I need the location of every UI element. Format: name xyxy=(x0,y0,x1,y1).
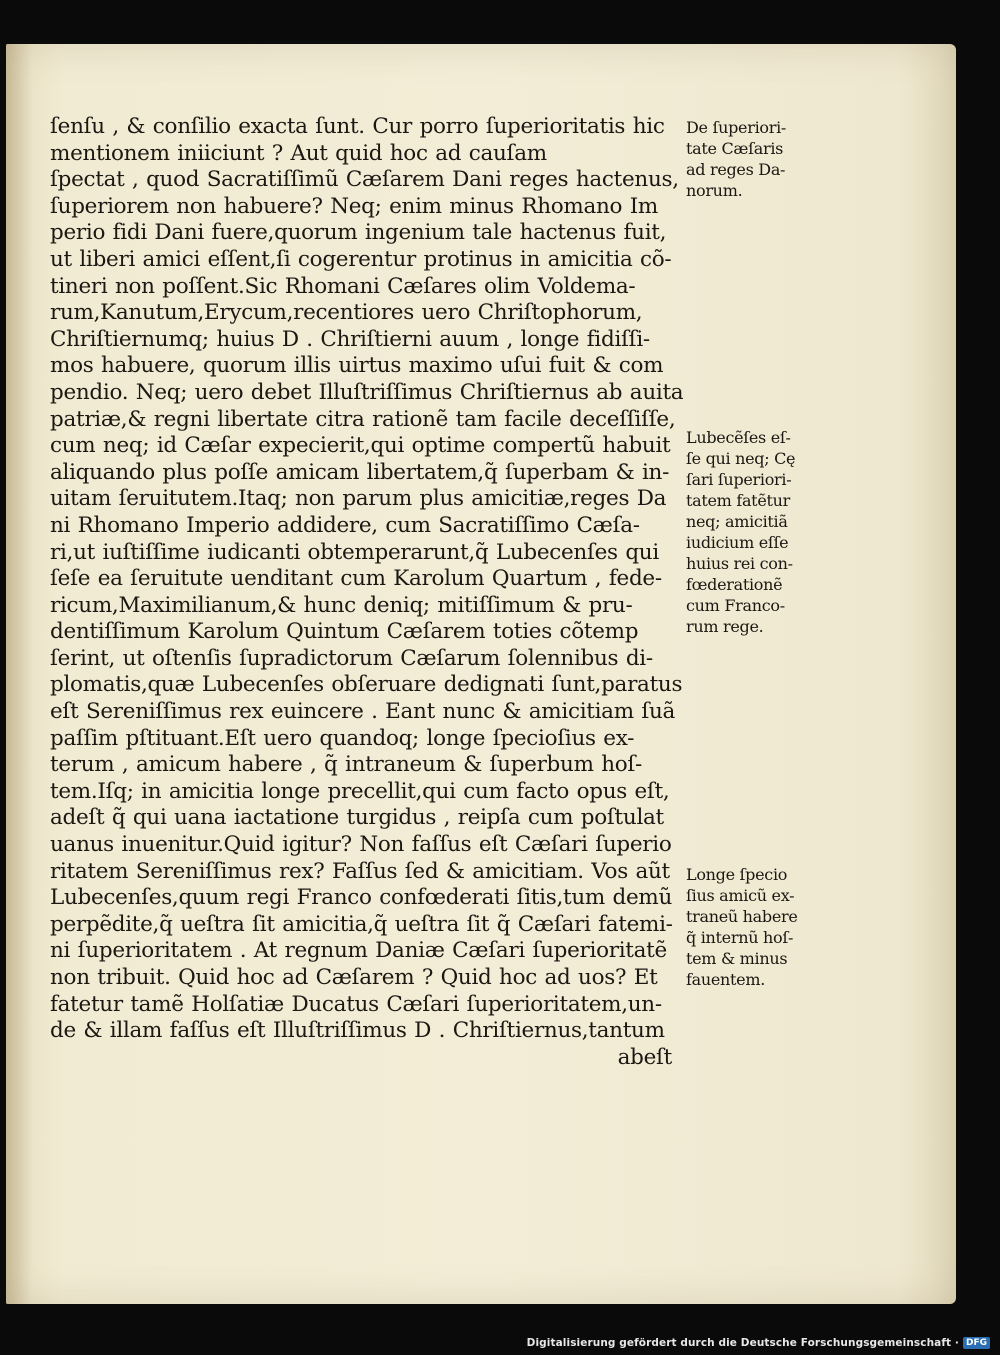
text-line: aliquando plus poſſe amicam libertatem,q̃ ſuperbam & in- xyxy=(50,459,670,485)
text-line: eſt Sereniſſimus rex euincere . Eant nunc & amicitiam ſuã xyxy=(50,699,676,725)
margin-note-lubecenses xyxy=(686,427,818,637)
text-line: ſeſe ea ſeruitute uenditant cum Karolum Quartum , fede- xyxy=(50,566,662,592)
text-line: ſpectat , quod Sacratiſſimũ Cæſarem Dani reges hactenus, xyxy=(50,167,679,193)
text-line: ri,ut iuſtiſſime iudicanti obtemperarunt,q̃ Lubecenſes qui xyxy=(50,539,659,565)
margin-note-line: ſe qui neq; Cę xyxy=(686,449,796,468)
margin-note-line: tem & minus xyxy=(686,949,788,968)
text-line: tem.Iſq; in amicitia longe precellit,qui cum facto opus eſt, xyxy=(50,778,670,804)
margin-note-line: Lubecẽſes eſ- xyxy=(686,428,791,447)
margin-note-line: traneũ habere xyxy=(686,907,798,926)
margin-note-line: norum. xyxy=(686,181,743,200)
text-line: ſuperiorem non habuere? Neq; enim minus Rhomano Im xyxy=(50,193,659,219)
text-line: mos habuere, quorum illis uirtus maximo uſui fuit & com xyxy=(50,353,664,379)
text-line: ritatem Sereniſſimus rex? Faſſus ſed & amicitiam. Vos aũt xyxy=(50,858,670,884)
text-line: ni ſuperioritatem . At regnum Daniæ Cæſari ſuperioritatẽ xyxy=(50,938,667,964)
text-line: de & illam faſſus eſt Illuſtriſſimus D . Chriſtiernus,tantum xyxy=(50,1018,665,1044)
text-line: uitam ſeruitutem.Itaq; non parum plus amicitiæ,reges Da xyxy=(50,486,667,512)
margin-note-line: De ſuperiori- xyxy=(686,118,786,137)
text-line: rum,Kanutum,Erycum,recentiores uero Chriſtophorum, xyxy=(50,300,643,326)
margin-note-line: huius rei con- xyxy=(686,554,793,573)
margin-note-line: fœderationẽ xyxy=(686,575,783,594)
text-line: Lubecenſes,quum regi Franco confœderati ſitis,tum demũ xyxy=(50,885,673,911)
text-line: non tribuit. Quid hoc ad Cæſarem ? Quid hoc ad uos? Et xyxy=(50,965,658,990)
text-line: perpẽdite,q̃ ueſtra ſit amicitia,q̃ ueſtra ſit q̃ Cæſari fatemi- xyxy=(50,911,673,937)
text-line: terum , amicum habere , q̃ intraneum & ſuperbum hoſ- xyxy=(50,752,643,778)
margin-note-line: neq; amicitiã xyxy=(686,512,788,531)
margin-note-line: q̃ internũ hoſ- xyxy=(686,928,794,947)
text-line: mentionem iniiciunt ? Aut quid hoc ad cauſam xyxy=(50,140,547,166)
text-line: ni Rhomano Imperio addidere, cum Sacratiſſimo Cæſa- xyxy=(50,512,640,538)
text-line: paſſim pſtituant.Eſt uero quandoq; longe ſpecioſius ex- xyxy=(50,725,635,751)
main-text-block xyxy=(50,114,684,1071)
text-line: plomatis,quæ Lubecenſes obſeruare dedignati ſunt,paratus xyxy=(50,672,683,698)
text-line: perio fidi Dani fuere,quorum ingenium tale hactenus fuit, xyxy=(50,220,667,246)
text-line: fatetur tamẽ Holſatiæ Ducatus Cæſari ſuperioritatem,un- xyxy=(50,991,662,1017)
text-line: adeſt q̃ qui uana iactatione turgidus , reipſa cum poſtulat xyxy=(50,805,664,831)
text-line: Chriſtiernumq; huius D . Chriſtierni auum , longe fidiſſi- xyxy=(50,326,650,352)
margin-note-superioritate xyxy=(686,117,818,201)
catchword: abeſt xyxy=(617,1044,672,1070)
margin-note-line: fauentem. xyxy=(686,970,765,989)
digitization-credit xyxy=(527,1335,990,1351)
text-line: uanus inuenitur.Quid igitur? Non faſſus eſt Cæſari ſuperio xyxy=(50,832,672,858)
text-line: dentiſſimum Karolum Quintum Cæſarem toties cõtemp xyxy=(50,619,639,645)
margin-note-line: cum Franco- xyxy=(686,596,785,615)
margin-note-line: tatem fatẽtur xyxy=(686,491,790,510)
margin-note-line: ad reges Da- xyxy=(686,160,786,179)
margin-note-line: tate Cæſaris xyxy=(686,139,784,158)
text-line: cum neq; id Cæſar expecierit,qui optime compertũ habuit xyxy=(50,433,671,459)
margin-note-line: ſius amicũ ex- xyxy=(686,886,795,905)
margin-note-line: Longe ſpecio xyxy=(686,865,788,884)
dfg-logo-icon: DFG xyxy=(963,1337,990,1349)
text-line: ſerint, ut oſtenſis ſupradictorum Cæſarum ſolennibus di- xyxy=(50,645,653,671)
text-line: ricum,Maximilianum,& hunc deniq; mitiſſimum & pru- xyxy=(50,592,633,618)
text-line: ſenſu , & conſilio exacta ſunt. Cur porro ſuperioritatis hic xyxy=(50,114,665,139)
credit-text: Digitalisierung gefördert durch die Deutsche Forschungsgemeinschaft · xyxy=(526,1337,959,1349)
book-page xyxy=(6,44,956,1304)
spine-shadow xyxy=(6,44,32,1304)
text-line: patriæ,& regni libertate citra rationẽ tam facile deceſſiſſe, xyxy=(50,406,676,432)
margin-note-longe-speciosius xyxy=(686,864,818,990)
text-line: tineri non poſſent.Sic Rhomani Cæſares olim Voldema- xyxy=(50,273,636,299)
margin-note-line: rum rege. xyxy=(686,617,764,636)
margin-note-line: ſari ſuperiori- xyxy=(686,470,792,489)
text-line: ut liberi amici eſſent,ſi cogerentur protinus in amicitia cõ- xyxy=(50,246,672,272)
text-line: pendio. Neq; uero debet Illuſtriſſimus Chriſtiernus ab auita xyxy=(50,379,684,405)
margin-note-line: iudicium eſſe xyxy=(686,533,789,552)
